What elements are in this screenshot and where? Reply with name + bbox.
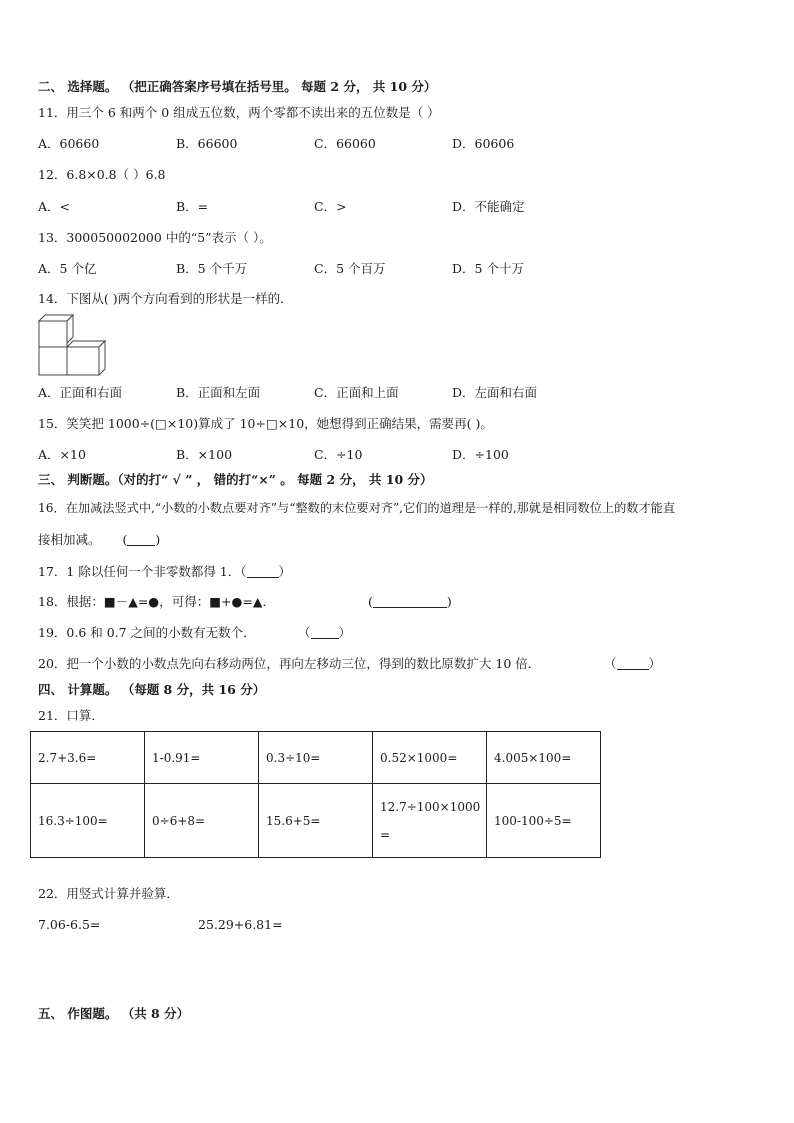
question-19-text: 19．0.6 和 0.7 之间的小数有无数个．	[38, 625, 256, 640]
q15-option-a: A．×10	[38, 447, 86, 462]
q15-option-c: C．÷10	[314, 447, 363, 462]
table-cell: 15.6+5=	[259, 784, 373, 858]
answer-blank-18[interactable]: ( )	[368, 594, 452, 609]
q11-option-c: C．66060	[314, 136, 376, 151]
question-17-text: 17．1 除以任何一个非零数都得 1．	[38, 564, 241, 579]
q13-option-c: C．5 个百万	[314, 261, 386, 276]
q13-option-a: A．5 个亿	[38, 261, 97, 276]
question-16-text: 接相加减。	[38, 532, 101, 547]
answer-blank-19[interactable]: （ ）	[298, 625, 352, 640]
question-21-text: 21．口算．	[38, 708, 104, 723]
table-cell: 100-100÷5=	[487, 784, 601, 858]
table-cell-line: =	[380, 827, 391, 842]
table-row	[31, 732, 601, 784]
question-15-stem: 15．笑笑把 1000÷(□×10)算成了 10÷□×10，她想得到正确结果，需要再( )。	[38, 416, 493, 431]
table-cell-line: 12.7÷100×1000	[380, 799, 481, 814]
q14-option-b: B．正面和左面	[176, 385, 261, 400]
cube-stack-figure	[37, 313, 109, 377]
q22-item-1: 7.06-6.5=	[38, 917, 101, 932]
table-row	[31, 784, 601, 858]
table-cell: 0÷6+8=	[145, 784, 259, 858]
q11-option-d: D．60606	[452, 136, 515, 151]
q11-option-b: B．66600	[176, 136, 238, 151]
question-13-stem: 13．300050002000 中的“5”表示（ ）。	[38, 230, 272, 245]
q15-option-b: B．×100	[176, 447, 233, 462]
question-18-text: 18．根据：■－▲=●，可得：■+●=▲．	[38, 594, 275, 609]
question-11-stem: 11．用三个 6 和两个 0 组成五位数，两个零都不读出来的五位数是（ ）	[38, 105, 440, 120]
section-4-heading: 四、 计算题。 （每题 8 分，共 16 分）	[38, 682, 266, 697]
q22-item-2: 25.29+6.81=	[198, 917, 283, 932]
q14-option-d: D．左面和右面	[452, 385, 538, 400]
table-cell: 16.3÷100=	[31, 784, 145, 858]
q14-option-a: A．正面和右面	[38, 385, 123, 400]
answer-blank-20[interactable]: （ ）	[604, 656, 662, 671]
q13-option-b: B．5 个千万	[176, 261, 248, 276]
table-cell: 0.3÷10=	[259, 732, 373, 784]
table-cell: 0.52×1000=	[373, 732, 487, 784]
section-3-heading: 三、 判断题。（对的打“ √ ” ， 错的打“×” 。 每题 2 分， 共 10 分）	[38, 472, 433, 487]
table-cell	[373, 784, 487, 858]
section-5-heading: 五、 作图题。 （共 8 分）	[38, 1006, 190, 1021]
question-16-line-1: 16．在加减法竖式中,“小数的小数点要对齐”与“整数的末位要对齐”,它们的道理是一样的,那就是相同数位上的数才能直	[38, 501, 676, 515]
table-cell: 1-0.91=	[145, 732, 259, 784]
question-12-stem: 12．6.8×0.8（ ）6.8	[38, 167, 166, 182]
question-16-line-2	[38, 532, 160, 548]
q12-option-d: D．不能确定	[452, 199, 525, 214]
question-20-text: 20．把一个小数的小数点先向右移动两位，再向左移动三位，得到的数比原数扩大 10 倍．	[38, 656, 541, 671]
question-17	[38, 564, 291, 580]
answer-blank-17[interactable]: （ ）	[240, 564, 292, 579]
table-cell: 2.7+3.6=	[31, 732, 145, 784]
question-22-text: 22．用竖式计算并验算．	[38, 886, 179, 901]
q12-option-b: B．=	[176, 199, 209, 214]
q12-option-a: A．<	[38, 199, 71, 214]
q13-option-d: D．5 个十万	[452, 261, 524, 276]
section-2-heading: 二、 选择题。 （把正确答案序号填在括号里。 每题 2 分， 共 10 分）	[38, 79, 437, 94]
q14-option-c: C．正面和上面	[314, 385, 399, 400]
table-cell: 4.005×100=	[487, 732, 601, 784]
q12-option-c: C．>	[314, 199, 347, 214]
q11-option-a: A．60660	[38, 136, 100, 151]
mental-math-table	[30, 731, 601, 858]
answer-blank-16[interactable]: ( )	[122, 532, 161, 547]
question-14-stem: 14．下图从( )两个方向看到的形状是一样的．	[38, 291, 293, 306]
q15-option-d: D．÷100	[452, 447, 509, 462]
